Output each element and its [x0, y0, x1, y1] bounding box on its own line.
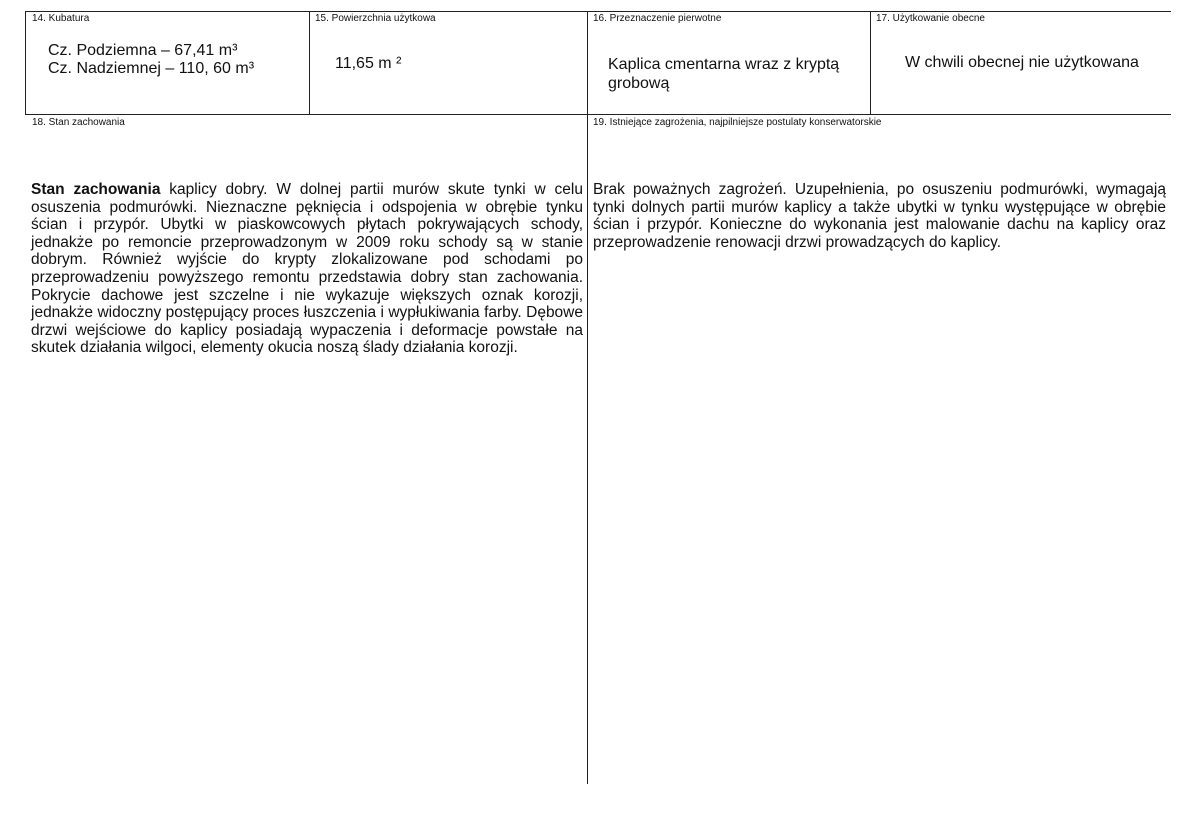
cell-border-14-15: [309, 11, 310, 115]
cell-border-16-17: [870, 11, 871, 115]
field-16-label: 16. Przeznaczenie pierwotne: [593, 13, 722, 24]
top-rule: [25, 11, 1171, 12]
field-18-label: 18. Stan zachowania: [32, 117, 125, 128]
field-17-label: 17. Użytkowanie obecne: [876, 13, 985, 24]
field-15-label: 15. Powierzchnia użytkowa: [315, 13, 436, 24]
row-divider-rule: [25, 114, 1171, 115]
cell-border-18-19: [587, 114, 588, 784]
condition-text: kaplicy dobry. W dolnej partii murów skute tynki w celu osuszenia podmurówki. Nieznaczne pęknięcia i odspojenia w obrębie tynku ścian i przypór. Ubytki w piaskowcowych płytach pokrywających schody, jednakże po remoncie przeprowadzonym w 2009 roku schody są w stanie dobrym. Również wyjście do krypty zlokalizowane pod schodami po przeprowadzeniu powyższego remontu przedstawia dobry stan zachowania. Pokrycie dachowe jest szczelne i nie wykazuje większych oznak korozji, jednakże widoczny postępujący proces łuszczenia i wypłukiwania farby. Dębowe drzwi wejściowe do kaplicy posiadają wypaczenia i deformacje powstałe na skutek działania wilgoci, elementy okucia noszą ślady działania korozji.: [31, 181, 583, 357]
cell-border-left: [25, 11, 26, 115]
field-19-label: 19. Istniejące zagrożenia, najpilniejsze postulaty konserwatorskie: [593, 117, 882, 128]
current-use-value: W chwili obecnej nie użytkowana: [905, 54, 1139, 71]
usable-area-value: 11,65 m ²: [335, 55, 402, 72]
condition-description: [31, 181, 583, 357]
original-purpose-line1: Kaplica cmentarna wraz z kryptą: [608, 56, 840, 73]
threats-description: Brak poważnych zagrożeń. Uzupełnienia, po osuszeniu podmurówki, wymagają tynki dolnych partii murów kaplicy a także ubytki w tynku występujące w obrębie ścian i przypór. Konieczne do wykonania jest malowanie dachu na kaplicy oraz przeprowadzenie renowacji drzwi prowadzących do kaplicy.: [593, 181, 1166, 251]
cell-border-15-16: [587, 11, 588, 115]
kubatura-underground: Cz. Podziemna – 67,41 m³: [48, 42, 238, 59]
original-purpose-line2: grobową: [608, 75, 670, 92]
condition-lead: Stan zachowania: [31, 181, 161, 198]
kubatura-above-ground: Cz. Nadziemnej – 110, 60 m³: [48, 60, 255, 77]
field-14-label: 14. Kubatura: [32, 13, 90, 24]
